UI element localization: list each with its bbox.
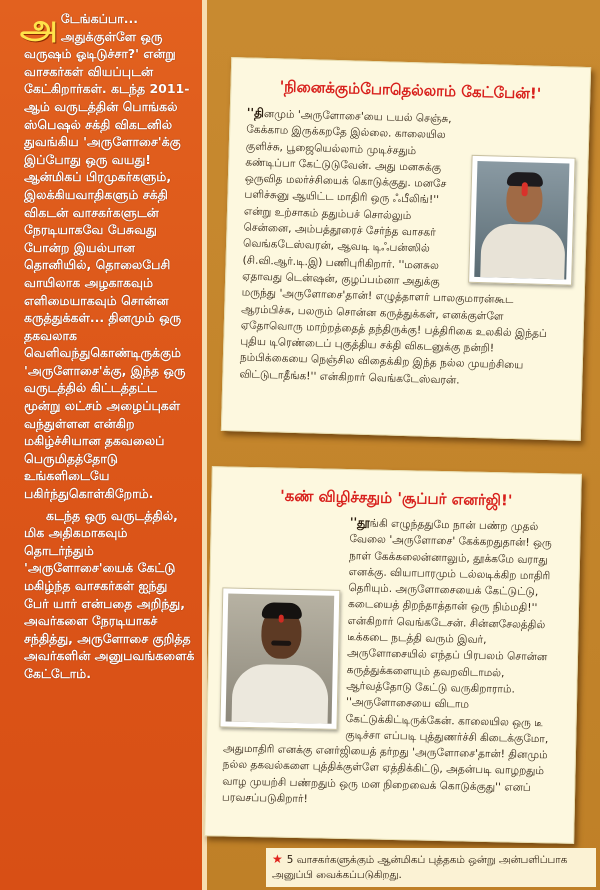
card-1-title: 'நினைக்கும்போதெல்லாம் கேட்பேன்!': [279, 77, 542, 103]
intro-column: [0, 0, 202, 890]
card-2-lead: ''தூ: [349, 515, 370, 530]
intro-paragraph-text: டேங்கப்பா... அதுக்குள்ளே ஒரு வருஷம் ஓடிடுச்சா?' என்று வாசகர்கள் வியப்புடன் கேட்கிறார்கள். கடந்த 2011-ஆம் வருடத்தின் பொங்கல் ஸ்பெஷல் சக்தி விகடனில் துவங்கிய 'அருளோசை'க்கு இப்போது ஒரு வயது! ஆன்மிகப் பிரமுகர்களும், இலக்கியவாதிகளும் சக்தி விகடன் வாசகர்களுடன் நேரடியாகவே பேசுவது போன்ற இயல்பான தொனியில், தொலைபேசி வாயிலாக அழகாகவும் எளிமையாகவும் சொன்ன கருத்துக்கள்... தினமும் ஒரு தகவலாக வெளிவந்துகொண்டிருக்கும் 'அருளோசை'க்கு, இந்த ஒரு வருடத்தில் கிட்டத்தட்ட மூன்று லட்சம் அழைப்புகள் வந்துள்ளன என்கிற மகிழ்ச்சியான தகவலைப் பெருமிதத்தோடு உங்களிடையே பகிர்ந்துகொள்கிறோம்.: [24, 11, 190, 502]
card-2-title: 'கண் விழிச்சதும் 'சூப்பர் எனர்ஜி!': [279, 486, 513, 510]
person-photo-icon: [226, 594, 335, 724]
card-1-lead: ''தி: [246, 105, 265, 120]
reader-photo-venkateswaran: [468, 155, 576, 286]
footnote-text: 5 வாசகர்களுக்கும் ஆன்மிகப் புத்தகம் ஒன்று அன்பளிப்பாக அனுப்பி வைக்கப்படுகிறது.: [272, 854, 568, 881]
card-1-text: னமும் 'அருளோசை'யை டயல் செஞ்சு, கேக்காம இருக்கறதே இல்லை. காலையில குளிச்சு, பூஜையெல்லாம் முடிச்சதும் கண்டிப்பா கேட்டுடுவேன். அது மனசுக்கு ஒருவித மலர்ச்சியைக் கொடுக்குது. மனசே பளிச்சுனு ஆயிட்ட மாதிரி ஒரு ஃபீலிங்!'' என்று உற்சாகம் ததும்பச் சொல்லும் சென்னை, அம்பத்தூரைச் சேர்ந்த வாசகர் வெங்கடேஸ்வரன், ஆவடி டிஃபன்ஸில் (சி.வி.ஆர்.டி.இ) பணிபுரிகிறார். ''மனசுல ஏதாவது டென்ஷன், குழப்பம்னா அதுக்கு மருந்து 'அருளோசை'தான்! எழுத்தாளர் பாலகுமாரன்கூட ஆரம்பிச்சு, பலரும் சொன்ன கருத்துக்கள், எனக்குள்ளே ஏதோவொரு மாற்றத்தைத் தந்திருக்கு! பத்திரிகை உலகில் இந்தப் புதிய டிரெண்டைப் புகுத்திய சக்தி விகடனுக்கு நன்றி! நம்பிக்கையை நெஞ்சில விதைக்கிற இந்த நல்ல முயற்சியை விட்டுடாதீங்க!'' என்கிறார் வெங்கடேஸ்வரன்.: [239, 107, 548, 387]
testimonial-card-2: [204, 466, 582, 844]
testimonial-card-1: [221, 57, 591, 441]
dropcap: அ: [20, 7, 58, 47]
card-1-body: [239, 105, 571, 392]
reader-photo-venkatesan: [219, 587, 340, 729]
person-photo-icon: [474, 161, 569, 280]
footnote: [266, 848, 596, 887]
card-2-body: [222, 512, 562, 813]
intro-paragraph-2: கடந்த ஒரு வருடத்தில், மிக அதிகமாகவும் தொடர்ந்தும் 'அருளோசை'யைக் கேட்டு மகிழ்ந்த வாசகர்கள் ஐந்து பேர் யார் என்பதை அறிந்து, அவர்களை நேரடியாகச் சந்தித்து, அருளோசை குறித்த அவர்களின் அனுபவங்களைக் கேட்டோம்.: [24, 507, 195, 681]
card-2-text: ங்கி எழுந்ததுமே நான் பண்ற முதல் வேலை 'அருளோசை' கேக்கறதுதான்! ஒரு நாள் கேக்கலைன்னாலும், தூக்கமே வராது எனக்கு. வியாபாரமும் டல்லடிக்கிற மாதிரி தெரியும். அருளோசையைக் கேட்டுட்டு, கடையைத் திறந்தாத்தான் ஒரு நிம்மதி!'' என்கிறார் வெங்கடேசன். சின்னசேலத்தில் டீக்கடை நடத்தி வரும் இவர், அருளோசையில் எந்தப் பிரபலம் சொன்ன கருத்துக்களையும் தவறவிடாமல், ஆர்வத்தோடு கேட்டு வருகிறாராம். ''அருளோசையை விடாம கேட்டுக்கிட்டிருக்கேன். காலையில ஒரு டீ குடிச்சா எப்படி புத்துணர்ச்சி கிடைக்குமோ, அதுமாதிரி எனக்கு எனர்ஜியைத் தர்றது 'அருளோசை'தான்! தினமும் நல்ல தகவல்களை புத்திக்குள்ளே ஏத்திக்கிட்டு, அதன்படி வாழறதும் வாழ முயற்சி பண்றதும் ஒரு மன நிறைவைக் கொடுக்குது'' எனப் பரவசப்படுகிறார்!: [221, 517, 552, 806]
star-icon: ★: [272, 852, 283, 866]
intro-paragraph: [20, 7, 196, 503]
